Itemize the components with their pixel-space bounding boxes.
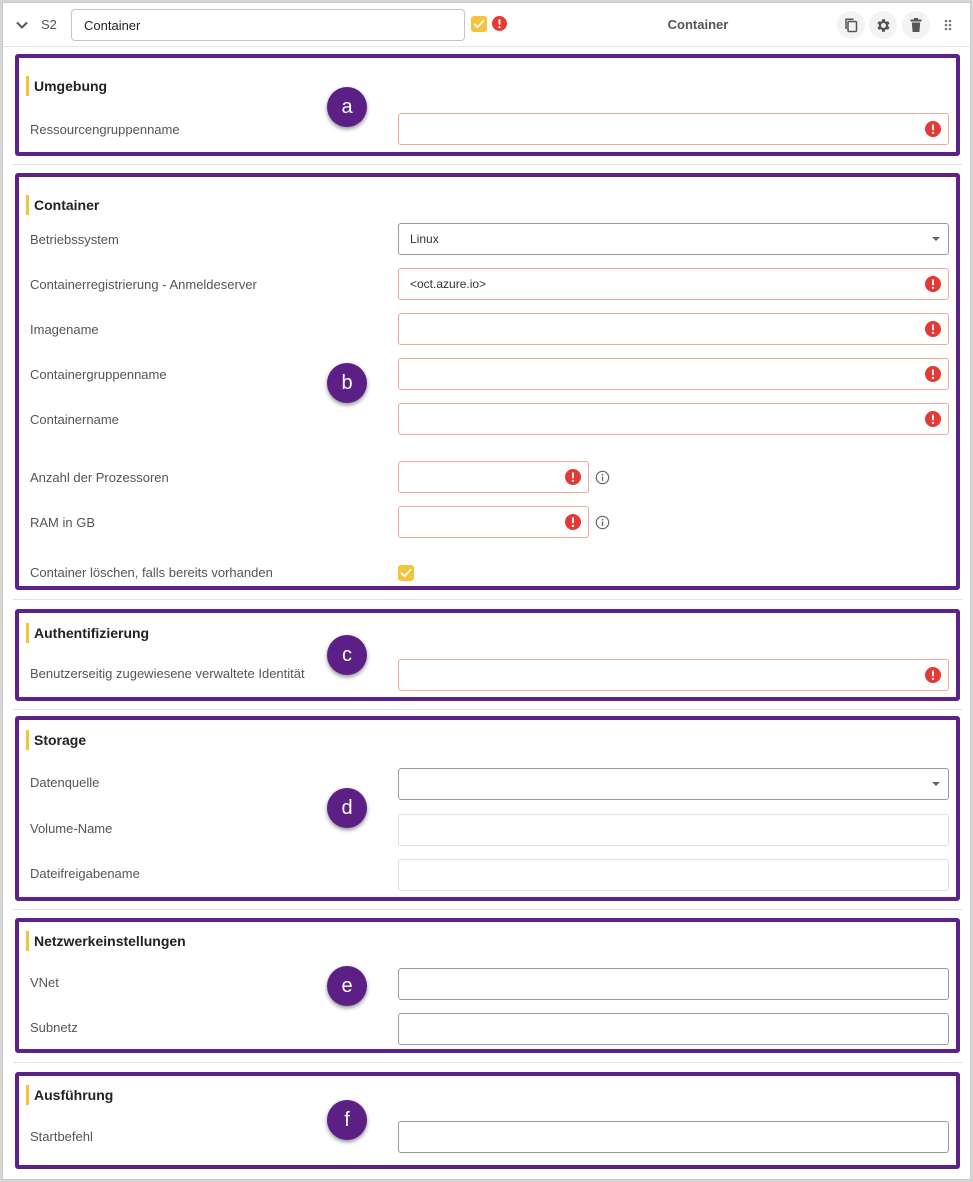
- error-icon: [925, 276, 941, 292]
- registry-input[interactable]: <oct.azure.io>: [398, 268, 949, 300]
- section-title: Storage: [26, 730, 86, 750]
- section-network: [15, 918, 960, 1053]
- subnet-label: Subnetz: [30, 1020, 78, 1035]
- gear-icon: [875, 17, 892, 34]
- annotation-badge-c: c: [327, 635, 367, 675]
- section-title: Umgebung: [26, 76, 107, 96]
- container-name-input[interactable]: [398, 403, 949, 435]
- resource-group-label: Ressourcengruppenname: [30, 122, 180, 137]
- cpu-label: Anzahl der Prozessoren: [30, 470, 169, 485]
- image-input[interactable]: [398, 313, 949, 345]
- container-group-input[interactable]: [398, 358, 949, 390]
- cpu-input[interactable]: [398, 461, 589, 493]
- copy-icon: [843, 17, 859, 33]
- annotation-badge-d: d: [327, 788, 367, 828]
- os-select[interactable]: Linux: [398, 223, 949, 255]
- check-icon: [398, 565, 414, 581]
- container-group-label: Containergruppenname: [30, 367, 167, 382]
- start-command-input[interactable]: [398, 1121, 949, 1153]
- section-title: Authentifizierung: [26, 623, 149, 643]
- trash-icon: [908, 17, 924, 33]
- annotation-badge-a: a: [327, 87, 367, 127]
- datasource-label: Datenquelle: [30, 775, 100, 790]
- info-icon[interactable]: [595, 470, 610, 485]
- datasource-select[interactable]: [398, 768, 949, 800]
- step-name-input[interactable]: [71, 9, 465, 41]
- step-header: [3, 3, 970, 47]
- divider: [13, 599, 962, 600]
- start-command-label: Startbefehl: [30, 1129, 93, 1144]
- container-name-label: Containername: [30, 412, 119, 427]
- step-type-label: Container: [667, 17, 729, 32]
- delete-existing-checkbox[interactable]: [398, 565, 414, 581]
- check-icon: [471, 16, 487, 32]
- identity-label: Benutzerseitig zugewiesene verwaltete Identität: [30, 666, 305, 681]
- identity-input[interactable]: [398, 659, 949, 691]
- section-umgebung: [15, 54, 960, 156]
- delete-existing-label: Container löschen, falls bereits vorhanden: [30, 565, 273, 580]
- error-icon: [492, 16, 507, 31]
- resource-group-input[interactable]: [398, 113, 949, 145]
- section-storage: [15, 716, 960, 901]
- error-icon: [925, 366, 941, 382]
- divider: [13, 164, 962, 165]
- copy-button[interactable]: [837, 11, 865, 39]
- vnet-input[interactable]: [398, 968, 949, 1000]
- error-icon: [925, 667, 941, 683]
- annotation-badge-e: e: [327, 966, 367, 1006]
- divider: [13, 909, 962, 910]
- step-id: S2: [41, 17, 57, 32]
- chevron-down-icon[interactable]: [14, 17, 30, 33]
- vnet-label: VNet: [30, 975, 59, 990]
- section-title: Netzwerkeinstellungen: [26, 931, 186, 951]
- error-icon: [925, 411, 941, 427]
- divider: [13, 1062, 962, 1063]
- annotation-badge-b: b: [327, 363, 367, 403]
- info-icon[interactable]: [595, 515, 610, 530]
- step-panel: [2, 2, 971, 1180]
- section-execution: [15, 1072, 960, 1169]
- share-label: Dateifreigabename: [30, 866, 140, 881]
- registry-label: Containerregistrierung - Anmeldeserver: [30, 277, 257, 292]
- delete-button[interactable]: [902, 11, 930, 39]
- image-label: Imagename: [30, 322, 99, 337]
- volume-input[interactable]: [398, 814, 949, 846]
- volume-label: Volume-Name: [30, 821, 113, 836]
- settings-button[interactable]: [869, 11, 897, 39]
- os-label: Betriebssystem: [30, 232, 119, 247]
- error-icon: [565, 514, 581, 530]
- section-auth: [15, 609, 960, 701]
- drag-handle-icon[interactable]: [943, 17, 953, 33]
- annotation-badge-f: f: [327, 1100, 367, 1140]
- divider: [13, 709, 962, 710]
- ram-label: RAM in GB: [30, 515, 96, 530]
- error-icon: [565, 469, 581, 485]
- subnet-input[interactable]: [398, 1013, 949, 1045]
- chevron-down-icon: [932, 782, 940, 786]
- error-icon: [925, 321, 941, 337]
- section-container: [15, 173, 960, 590]
- ram-input[interactable]: [398, 506, 589, 538]
- section-title: Ausführung: [26, 1085, 113, 1105]
- chevron-down-icon: [932, 237, 940, 241]
- section-title: Container: [26, 195, 99, 215]
- share-input[interactable]: [398, 859, 949, 891]
- error-icon: [925, 121, 941, 137]
